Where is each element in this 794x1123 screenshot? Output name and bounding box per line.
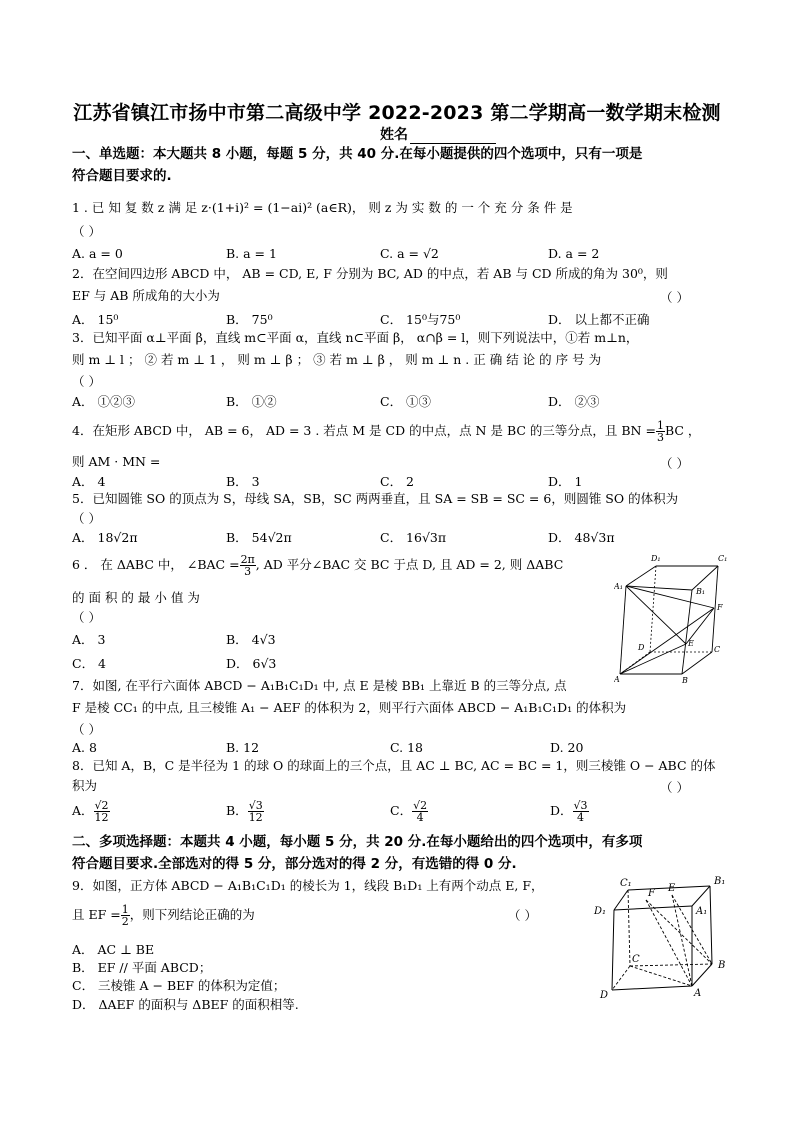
name-label: 姓名 [380,127,408,143]
q4-stem-part2: BC ， [664,423,701,438]
q6-stem-line1 [72,554,563,577]
q2-answer-paren: （ ） [660,290,689,305]
fig1-label-d: D [638,643,645,652]
q8-option-b-frac [248,800,264,823]
fig1-label-f: F [717,603,723,612]
fig1-label-b1: B₁ [696,587,706,596]
q3-answer-paren: （ ） [72,374,101,389]
name-field [380,124,496,144]
q9-stem-line1: 9．如图，正方体 ABCD − A₁B₁C₁D₁ 的棱长为 1，线段 B₁D₁ 上有两个动点 E, F， [72,878,544,893]
q7-option-d: D. 20 [550,740,584,755]
q8-answer-paren: （ ） [660,780,689,795]
fig2-label-f: F [648,888,655,899]
q8-stem-line2: 积为 [72,778,98,793]
q5-option-d: D． 48√3π [548,530,615,545]
q9-fraction [121,904,130,927]
parallelepiped-figure [614,548,730,686]
q9-stem-part1: 且 EF = [72,907,121,922]
q9-answer-paren: （ ） [508,908,537,923]
q1-stem: 1 . 已 知 复 数 z 满 足 z·(1+i)² = (1−ai)² (a∈R)， 则 z 为 实 数 的 一 个 充 分 条 件 是 [72,200,573,215]
q7-option-c: C. 18 [390,740,423,755]
q7-answer-paren: （ ） [72,722,101,737]
fig2-label-b1: B₁ [714,876,726,887]
q4-stem-line2: 则 AM · MN = [72,454,161,469]
q8-option-d-letter: D． [550,803,573,818]
q7-option-a: A. 8 [72,740,97,755]
q7-stem-line1: 7．如图, 在平行六面体 ABCD − A₁B₁C₁D₁ 中, 点 E 是棱 BB₁ 上靠近 B 的三等分点, 点 [72,678,567,693]
q6-frac-den: 3 [244,565,252,578]
q6-option-b: B． 4√3 [226,632,276,647]
q3-stem-line2: 则 m ⊥ l ； ② 若 m ⊥ 1 ， 则 m ⊥ β ； ③ 若 m ⊥ β ， 则 m ⊥ n . 正 确 结 论 的 序 号 为 [72,352,602,367]
fig2-label-c1: C₁ [620,878,632,889]
q8-option-d-den: 4 [577,811,585,824]
q4-option-b: B． 3 [226,474,260,489]
q2-option-a: A． 15⁰ [72,312,119,327]
q9-option-a: A． AC ⊥ BE [72,942,155,957]
q2-option-b: B． 75⁰ [226,312,273,327]
q9-frac-den: 2 [121,915,129,928]
section1-heading-line1: 一、单选题：本大题共 8 小题，每题 5 分，共 40 分.在每小题提供的四个选项中，只有一项是 [72,146,643,162]
q1-option-c: C. a = √2 [380,246,439,261]
q6-option-a: A． 3 [72,632,106,647]
section2-heading-line2: 符合题目要求.全部选对的得 5 分，部分选对的得 2 分，有选错的得 0 分. [72,856,517,872]
q8-option-c-frac [412,800,428,823]
q6-stem-part2: , AD 平分∠BAC 交 BC 于点 D, 且 AD = 2, 则 ΔABC [255,557,564,572]
fig1-label-e: E [688,639,694,648]
q4-fraction [656,420,665,443]
q3-option-a: A． ①②③ [72,394,136,409]
fig1-label-c1: C₁ [718,554,728,563]
q4-stem-line1 [72,420,700,443]
q8-option-c-num: √2 [413,799,428,812]
q5-option-a: A． 18√2π [72,530,138,545]
q2-option-d: D． 以上都不正确 [548,312,650,327]
q9-frac-num: 1 [121,903,129,916]
fig2-label-b: B [718,960,726,971]
q9-option-b: B． EF // 平面 ABCD； [72,960,212,975]
q6-frac-num: 2π [240,553,255,566]
fig1-label-d1: D₁ [651,554,661,563]
section1-heading-line2: 符合题目要求的. [72,168,172,184]
q6-answer-paren: （ ） [72,610,101,625]
q4-frac-den: 3 [656,431,664,444]
fig2-label-a: A [694,988,702,999]
section2-heading-line1: 二、多项选择题：本题共 4 小题，每小题 5 分，共 20 分.在每小题给出的四个选项中，有多项 [72,834,643,850]
fig2-label-d1: D₁ [594,906,607,917]
q3-option-b: B． ①② [226,394,277,409]
q8-option-a-num: √2 [94,799,109,812]
exam-title: 江苏省镇江市扬中市第二高级中学 2022-2023 第二学期高一数学期末检测 [73,102,721,124]
q6-option-c: C． 4 [72,656,106,671]
fig2-label-c: C [632,954,640,965]
q4-stem-part1: 4．在矩形 ABCD 中， AB = 6， AD = 3 . 若点 M 是 CD 的中点，点 N 是 BC 的三等分点，且 BN = [72,423,656,438]
q4-answer-paren: （ ） [660,456,689,471]
name-blank [410,129,496,144]
fig2-label-d: D [600,990,609,1001]
fig1-label-b: B [682,676,688,685]
q1-option-b: B. a = 1 [226,246,277,261]
q5-option-c: C． 16√3π [380,530,447,545]
q9-option-d: D． ΔAEF 的面积与 ΔBEF 的面积相等. [72,997,299,1012]
q3-option-c: C． ①③ [380,394,432,409]
q8-option-a-letter: A． [72,803,94,818]
fig1-label-a: A [614,675,620,684]
fig1-label-c: C [714,645,721,654]
q5-stem: 5．已知圆锥 SO 的顶点为 S，母线 SA，SB，SC 两两垂直，且 SA = SB = SC = 6，则圆锥 SO 的体积为 [72,491,679,506]
q9-stem-part2: ，则下列结论正确的为 [129,907,255,922]
q8-option-c [390,800,428,823]
q2-stem-line1: 2．在空间四边形 ABCD 中， AB = CD, E, F 分别为 BC, AD 的中点，若 AB 与 CD 所成的角为 30⁰，则 [72,266,668,281]
q4-option-c: C． 2 [380,474,414,489]
fig1-label-a1: A₁ [614,582,623,591]
q8-option-c-den: 4 [416,811,424,824]
q6-option-d: D． 6√3 [226,656,277,671]
fig2-label-e: E [668,883,676,894]
q6-stem-line2: 的 面 积 的 最 小 值 为 [72,590,200,605]
q9-stem-line2 [72,904,255,927]
q7-stem-line2: F 是棱 CC₁ 的中点, 且三棱锥 A₁ − AEF 的体积为 2，则平行六面体 ABCD − A₁B₁C₁D₁ 的体积为 [72,700,627,715]
q1-answer-paren: （ ） [72,224,101,239]
q8-option-d-num: √3 [573,799,588,812]
q4-frac-num: 1 [656,419,664,432]
q5-option-b: B． 54√2π [226,530,292,545]
q8-option-b-den: 12 [248,811,263,824]
q8-option-a-den: 12 [94,811,109,824]
q5-answer-paren: （ ） [72,511,101,526]
q3-stem-line1: 3．已知平面 α⊥平面 β，直线 m⊂平面 α，直线 n⊂平面 β， α∩β = l，则下列说法中，①若 m⊥n， [72,330,639,345]
q2-option-c: C． 15⁰与75⁰ [380,312,461,327]
q8-option-a-frac [94,800,110,823]
q6-stem-part1: 6 ． 在 ΔABC 中， ∠BAC = [72,557,240,572]
q8-option-d-frac [573,800,589,823]
q8-option-b-letter: B． [226,803,248,818]
q8-option-b [226,800,264,823]
q8-option-a [72,800,110,823]
q8-option-b-num: √3 [248,799,263,812]
q1-option-a: A. a = 0 [72,246,123,261]
q2-stem-line2: EF 与 AB 所成角的大小为 [72,288,220,303]
q4-option-a: A． 4 [72,474,106,489]
q8-option-c-letter: C． [390,803,413,818]
q8-option-d [550,800,589,823]
q6-fraction [240,554,256,577]
q4-option-d: D． 1 [548,474,583,489]
q8-stem-line1: 8．已知 A，B，C 是半径为 1 的球 O 的球面上的三个点，且 AC ⊥ BC, AC = BC = 1，则三棱锥 O − ABC 的体 [72,758,716,773]
fig2-label-a1: A₁ [696,906,708,917]
q7-option-b: B. 12 [226,740,260,755]
q3-option-d: D． ②③ [548,394,600,409]
cube-figure [592,870,736,1004]
q9-option-c: C． 三棱锥 A − BEF 的体积为定值； [72,978,286,993]
q1-option-d: D. a = 2 [548,246,600,261]
